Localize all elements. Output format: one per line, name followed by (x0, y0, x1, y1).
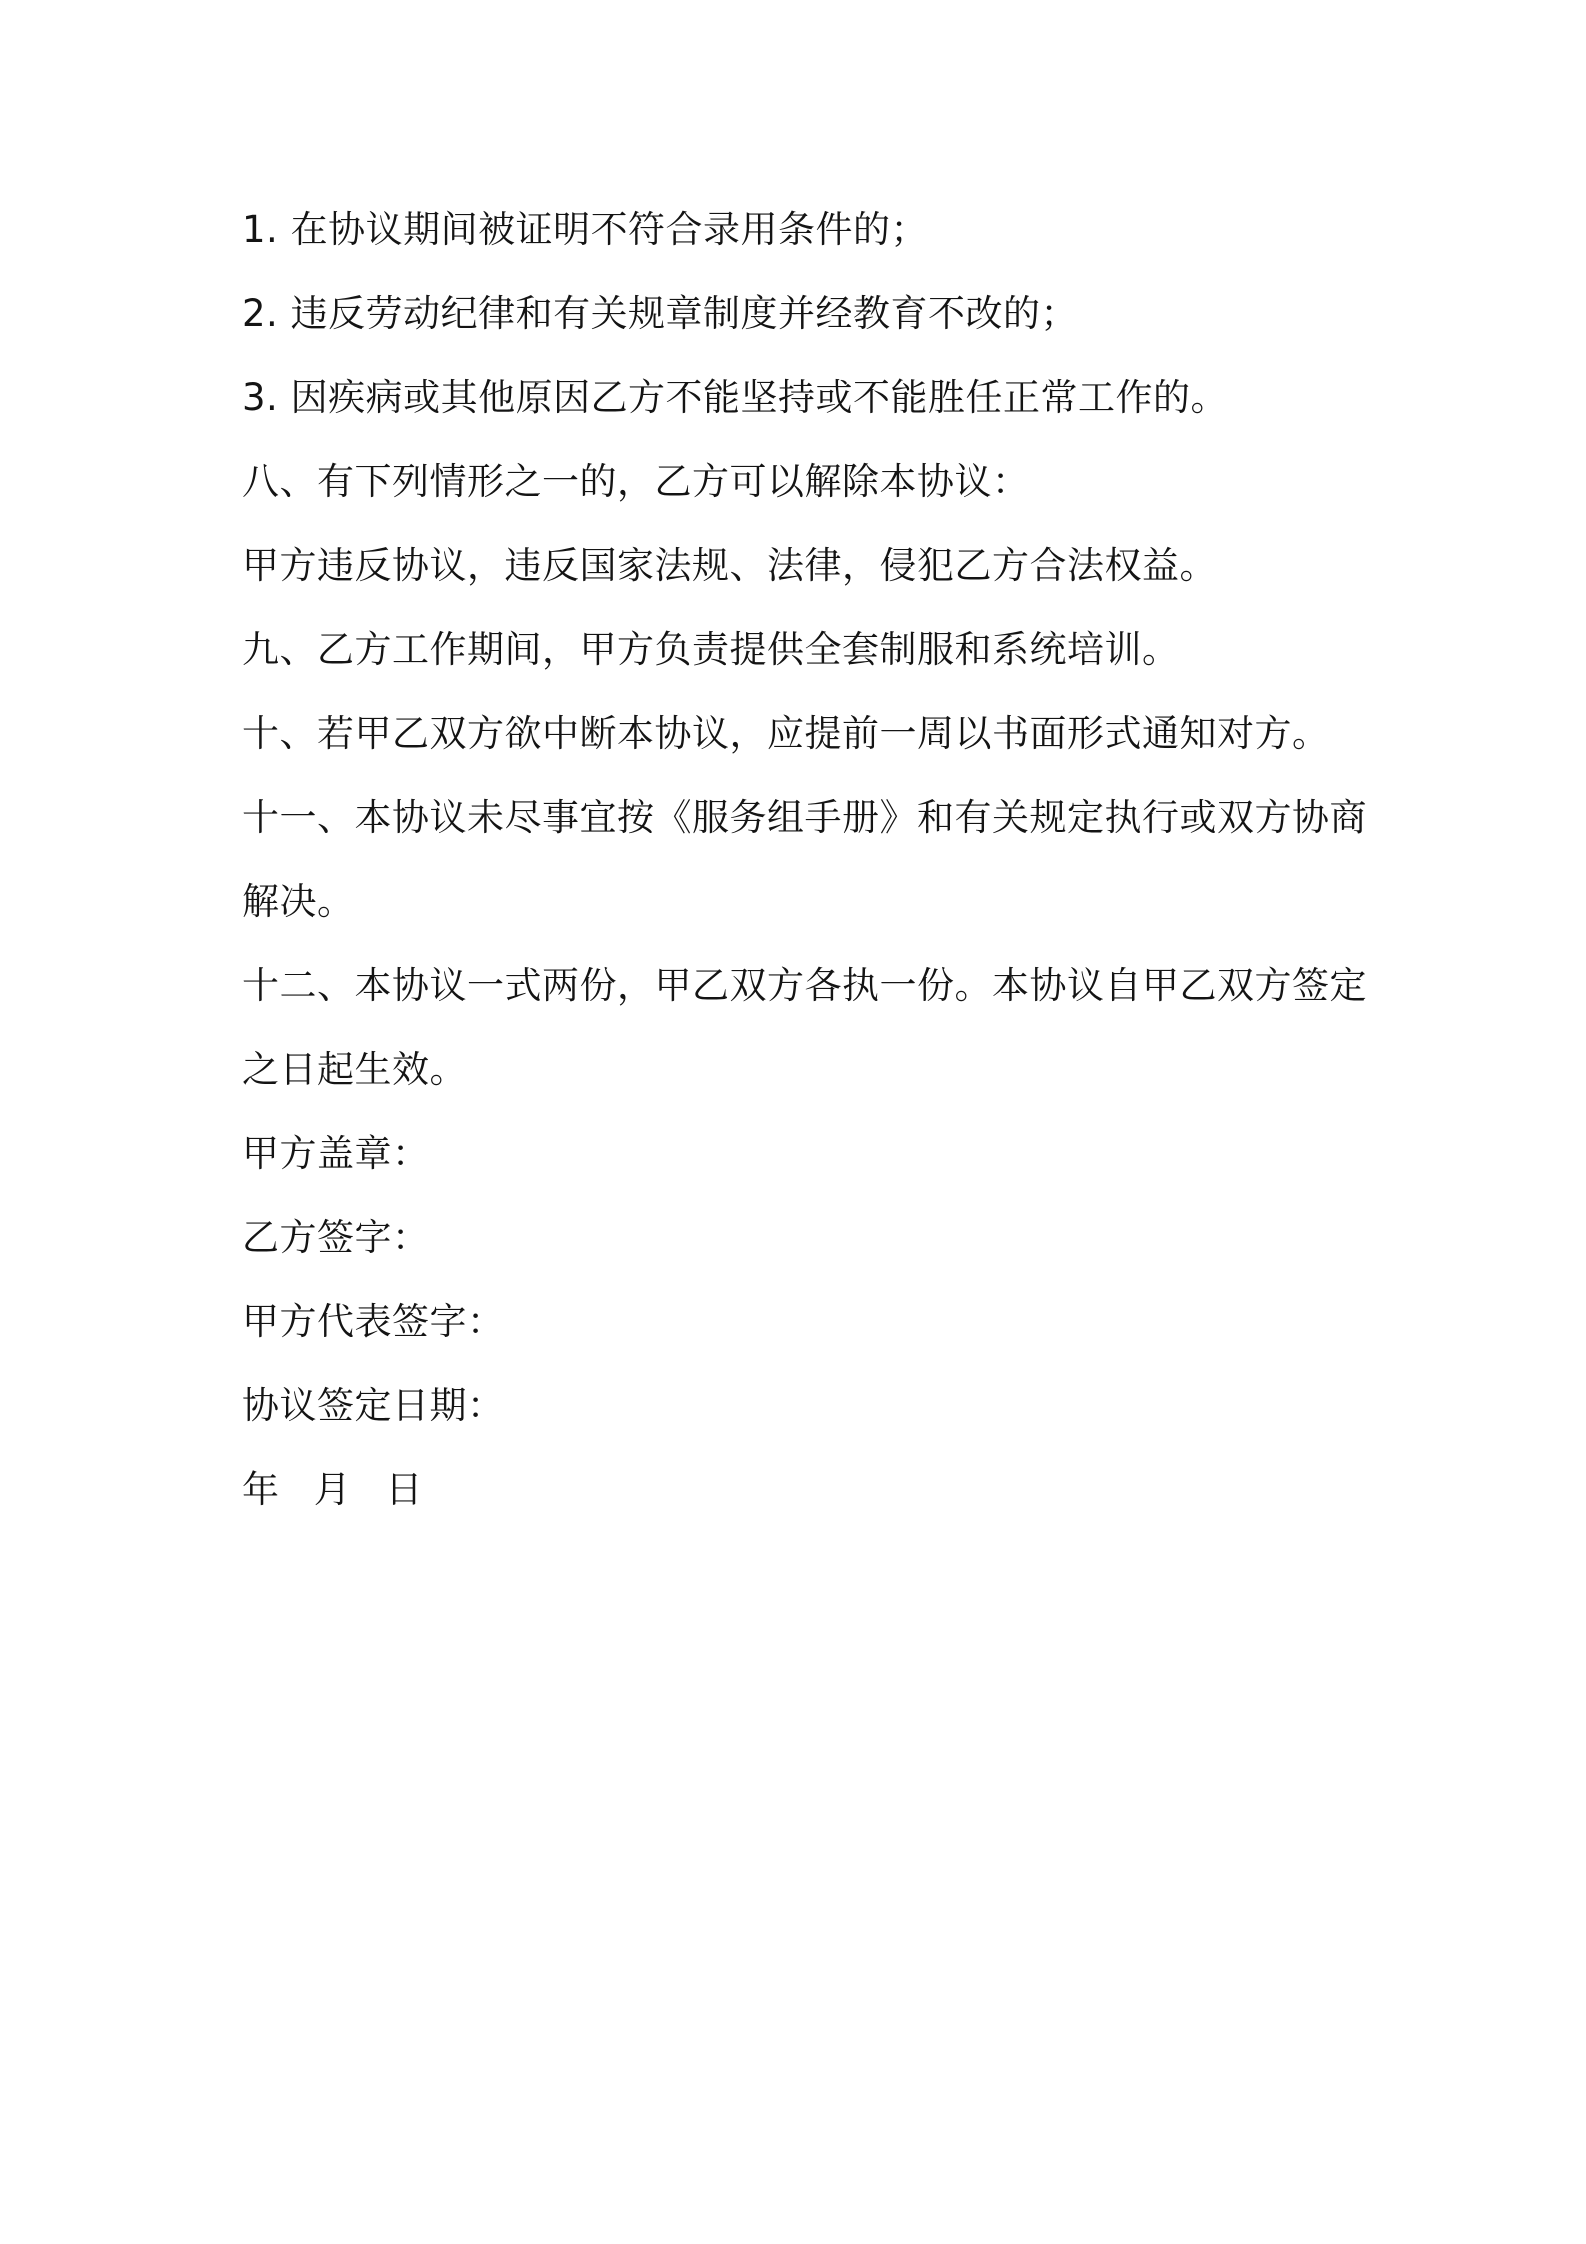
date-month-label: 月 (313, 1468, 352, 1511)
clause-eleven-line-2: 解决。 (242, 880, 355, 923)
agreement-date-label: 协议签定日期： (242, 1384, 505, 1427)
party-b-signature-label: 乙方签字： (242, 1216, 430, 1259)
clause-item-1: 1. 在协议期间被证明不符合录用条件的； (242, 208, 929, 251)
party-a-seal-label: 甲方盖章： (242, 1132, 430, 1175)
clause-eight-text: 甲方违反协议，违反国家法规、法律，侵犯乙方合法权益。 (242, 544, 1217, 587)
clause-eight-heading: 八、有下列情形之一的，乙方可以解除本协议： (242, 460, 1030, 503)
date-fields (242, 1458, 1372, 1542)
clause-ten: 十、若甲乙双方欲中断本协议，应提前一周以书面形式通知对方。 (242, 712, 1330, 755)
clause-item-2: 2. 违反劳动纪律和有关规章制度并经教育不改的； (242, 292, 1079, 335)
clause-twelve-line-2: 之日起生效。 (242, 1048, 467, 1091)
clause-eleven-line-1: 十一、本协议未尽事宜按《服务组手册》和有关规定执行或双方协商 (242, 796, 1367, 839)
date-day-label: 日 (385, 1468, 424, 1511)
document-body (242, 198, 1372, 1542)
clause-nine: 九、乙方工作期间，甲方负责提供全套制服和系统培训。 (242, 628, 1180, 671)
clause-twelve-line-1: 十二、本协议一式两份，甲乙双方各执一份。本协议自甲乙双方签定 (242, 964, 1367, 1007)
date-year-label: 年 (242, 1468, 280, 1511)
clause-item-3: 3. 因疾病或其他原因乙方不能坚持或不能胜任正常工作的。 (242, 376, 1229, 419)
party-a-representative-signature-label: 甲方代表签字： (242, 1300, 505, 1343)
